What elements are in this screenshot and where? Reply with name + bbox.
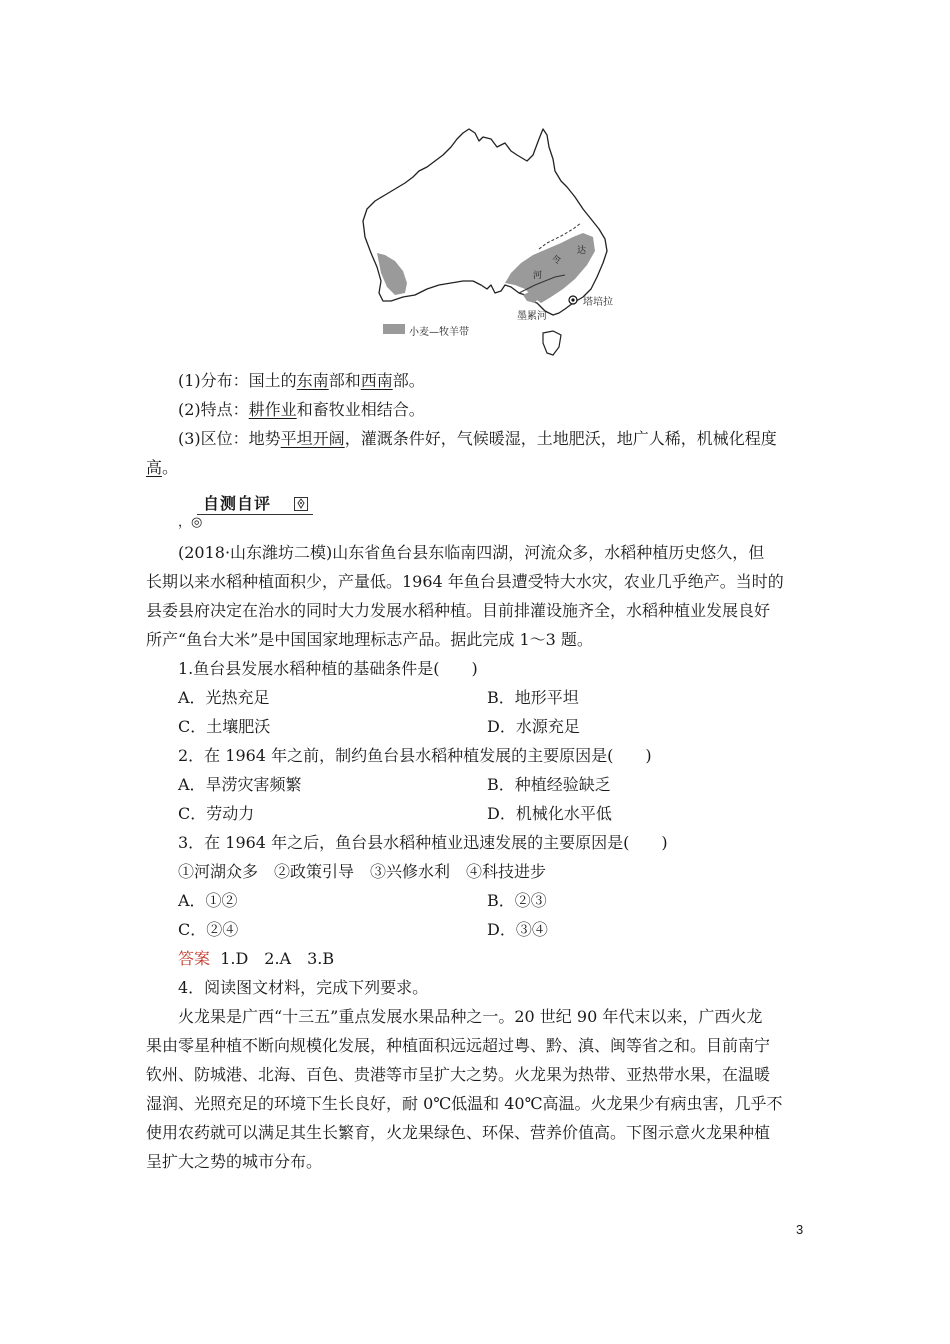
q2-option-a: A．旱涝灾害频繁 xyxy=(178,775,302,794)
distribution-line: (1)分布：国土的东南部和西南部。 xyxy=(178,371,425,390)
label-tasman: 塔培拉 xyxy=(583,297,613,308)
banner-underline xyxy=(197,514,313,515)
q4-para-line-3: 钦州、防城港、北海、百色、贵港等市呈扩大之势。火龙果为热带、亚热带水果，在温暖 xyxy=(146,1065,771,1084)
intro-line-1: (2018·山东潍坊二模)山东省鱼台县东临南四湖，河流众多，水稻种植历史悠久，但 xyxy=(178,543,765,562)
q1-option-d: D．水源充足 xyxy=(487,717,580,736)
q3-option-b: B．②③ xyxy=(487,891,547,910)
intro-line-3: 县委县府决定在治水的同时大力发展水稻种植。目前排灌设施齐全，水稻种植业发展良好 xyxy=(146,601,771,620)
australia-map-figure xyxy=(355,125,625,365)
intro-line-4: 所产“鱼台大米”是中国国家地理标志产品。据此完成 1～3 题。 xyxy=(146,630,593,649)
river-char-1: 河 xyxy=(533,271,543,281)
q4-para-line-2: 果由零星种植不断向规模化发展，种植面积远远超过粤、黔、滇、闽等省之和。目前南宁 xyxy=(146,1036,771,1055)
label-murray: 墨累河 xyxy=(517,311,547,322)
q4-para-line-1: 火龙果是广西“十三五”重点发展水果品种之一。20 世纪 90 年代末以来，广西火龙 xyxy=(178,1007,763,1026)
legend-label: 小麦—牧羊带 xyxy=(409,327,469,338)
location-line-cont: 高。 xyxy=(146,458,179,477)
q2-option-b: B．种植经验缺乏 xyxy=(487,775,611,794)
banner-title: 自测自评 xyxy=(203,494,272,513)
answer-text: 1.D 2.A 3.B xyxy=(220,949,335,968)
q1-option-a: A．光热充足 xyxy=(178,688,270,707)
q4-stem: 4．阅读图文材料，完成下列要求。 xyxy=(178,978,429,997)
location-line: (3)区位：地势平坦开阔，灌溉条件好，气候暖湿，土地肥沃，地广人稀，机械化程度 xyxy=(178,429,777,448)
q3-option-d: D．③④ xyxy=(487,920,548,939)
river-char-3: 达 xyxy=(577,246,587,256)
self-test-banner xyxy=(197,493,313,515)
feature-line: (2)特点：耕作业和畜牧业相结合。 xyxy=(178,400,425,419)
answer-label: 答案 xyxy=(178,949,211,968)
answer-line xyxy=(178,949,334,969)
q1-option-c: C．土壤肥沃 xyxy=(178,717,271,736)
q3-options-list: ①河湖众多 ②政策引导 ③兴修水利 ④科技进步 xyxy=(178,862,547,881)
q3-option-c: C．②④ xyxy=(178,920,239,939)
river-char-2: 令 xyxy=(552,256,562,266)
pen-icon xyxy=(294,497,308,511)
q2-stem: 2．在 1964 年之前，制约鱼台县水稻种植发展的主要原因是( ) xyxy=(178,746,652,765)
q3-stem: 3．在 1964 年之后，鱼台县水稻种植业迅速发展的主要原因是( ) xyxy=(178,833,668,852)
page-number: 3 xyxy=(796,1222,804,1237)
q2-option-c: C．劳动力 xyxy=(178,804,255,823)
q4-para-line-6: 呈扩大之势的城市分布。 xyxy=(146,1152,323,1171)
q4-para-line-5: 使用农药就可以满足其生长繁育，火龙果绿色、环保、营养价值高。下图示意火龙果种植 xyxy=(146,1123,771,1142)
q2-option-d: D．机械化水平低 xyxy=(487,804,612,823)
tasmania-outline xyxy=(543,331,561,355)
q1-stem: 1.鱼台县发展水稻种植的基础条件是( ) xyxy=(178,659,478,678)
q4-para-line-4: 湿润、光照充足的环境下生长良好，耐 0℃低温和 40℃高温。火龙果少有病虫害，几乎不 xyxy=(146,1094,783,1113)
q1-option-b: B．地形平坦 xyxy=(487,688,579,707)
q3-option-a: A．①② xyxy=(178,891,238,910)
banner-marker: ，◎ xyxy=(178,515,203,530)
intro-line-2: 长期以来水稻种植面积少，产量低。1964 年鱼台县遭受特大水灾，农业几乎绝产。当时的 xyxy=(146,572,784,591)
legend-swatch xyxy=(383,324,405,334)
